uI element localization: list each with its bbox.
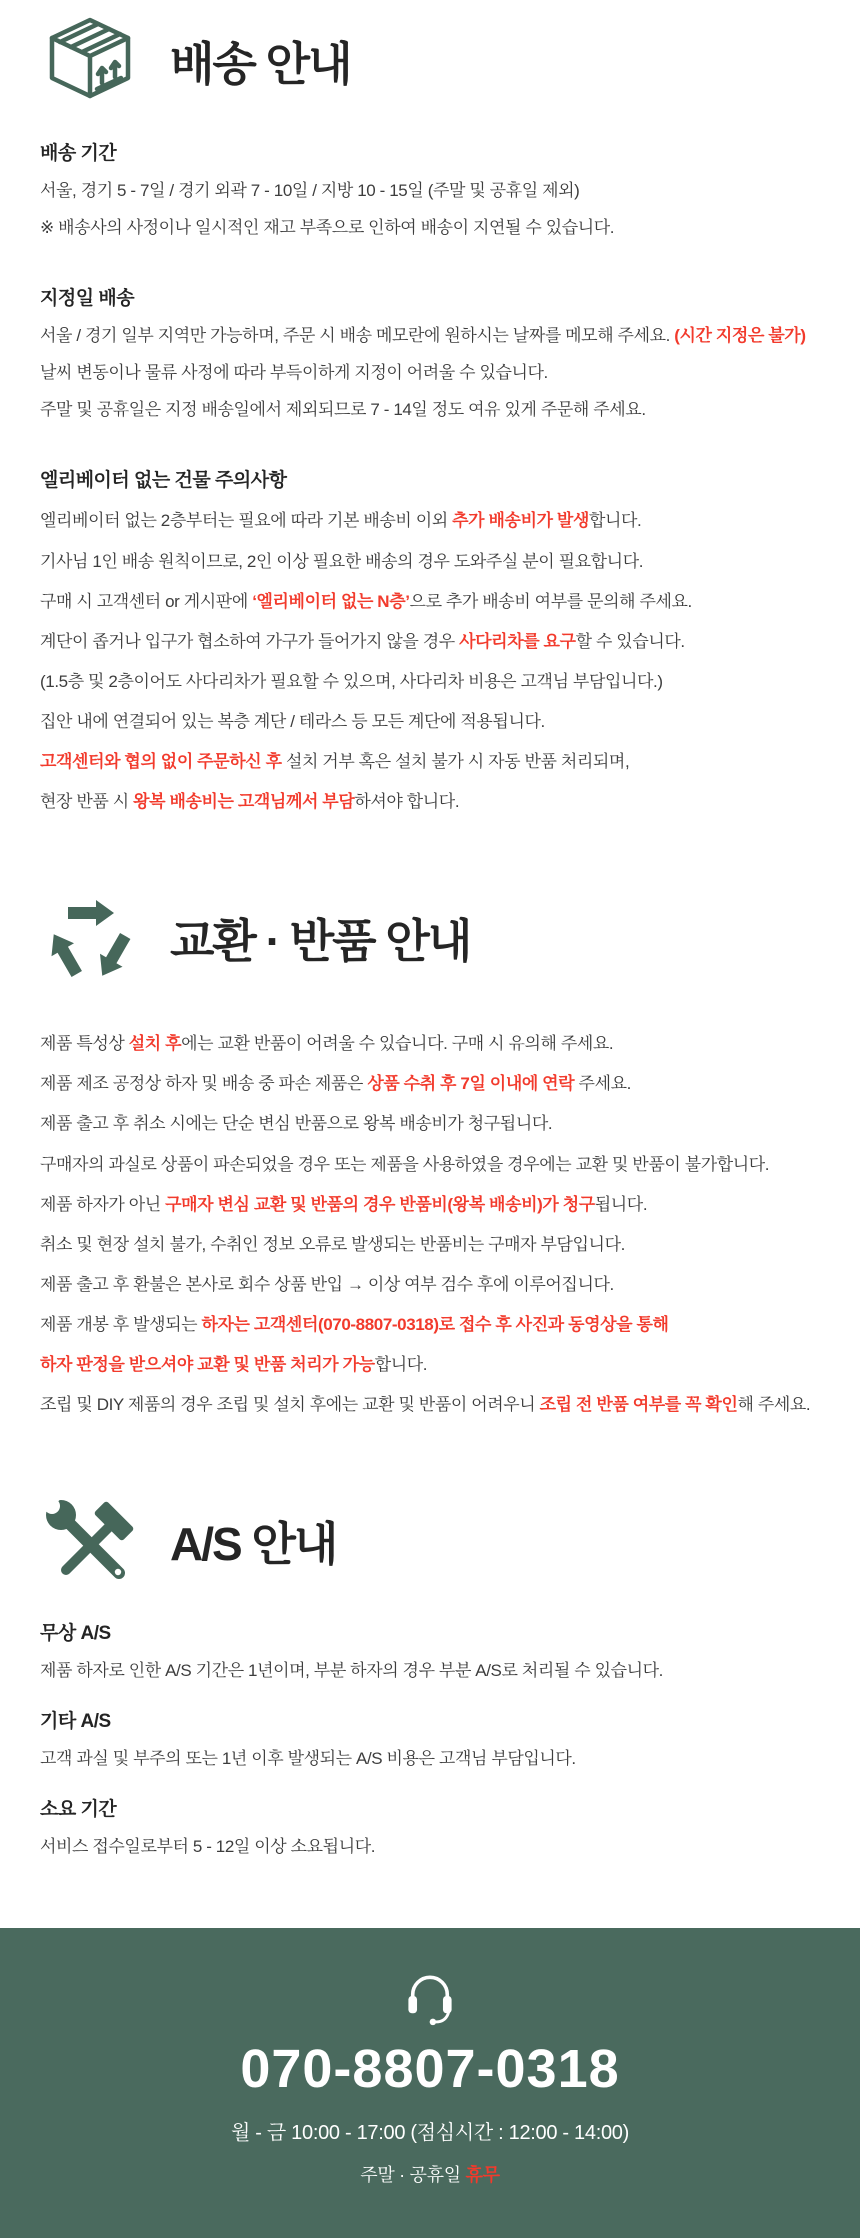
contact-footer (0, 1928, 860, 2238)
exchange-title: 교환 · 반품 안내 (170, 914, 471, 967)
highlighted-text: 추가 배송비가 발생 (452, 511, 589, 531)
text-segment: 설치 거부 혹은 설치 불가 시 자동 반품 처리되며, (285, 752, 630, 772)
text-segment: 구매 시 고객센터 or 게시판에 (40, 591, 253, 611)
highlighted-text: 사다리차를 요구 (459, 631, 576, 651)
text-segment: 제품 출고 후 환불은 본사로 회수 상품 반입 → 이상 여부 검수 후에 이루어집니다. (40, 1274, 614, 1294)
text-segment: 계단이 좁거나 입구가 협소하여 가구가 들어가지 않을 경우 (40, 631, 460, 651)
highlighted-text: (시간 지정은 불가) (674, 326, 806, 346)
as-header (40, 1494, 860, 1594)
exchange-header (40, 891, 860, 991)
text-line (40, 1194, 820, 1216)
text-line (40, 1836, 820, 1858)
text-line (40, 1394, 820, 1416)
text-segment: 고객 과실 및 부주의 또는 1년 이후 발생되는 A/S 비용은 고객님 부담입니다. (40, 1749, 576, 1769)
text-segment: 할 수 있습니다. (575, 631, 685, 651)
as-duration-group (40, 1794, 820, 1858)
customer-service-phone: 070-8807-0318 (240, 2039, 620, 2100)
text-segment: (1.5층 및 2층이어도 사다리차가 필요할 수 있으며, 사다리차 비용은 고객님 부담입니다.) (40, 671, 663, 691)
text-line (40, 711, 820, 733)
designated-day-group (40, 283, 820, 421)
text-segment: 제품 출고 후 취소 시에는 단순 변심 반품으로 왕복 배송비가 청구됩니다. (40, 1114, 553, 1134)
text-segment: ※ 배송사의 사정이나 일시적인 재고 부족으로 인하여 배송이 지연될 수 있습니다. (40, 218, 615, 238)
text-segment: 서울 / 경기 일부 지역만 가능하며, 주문 시 배송 메모란에 원하시는 날짜를 메모해 주세요. (40, 326, 675, 346)
text-segment: 조립 및 DIY 제품의 경우 조립 및 설치 후에는 교환 및 반품이 어려우니 (40, 1395, 540, 1415)
text-line (40, 631, 820, 653)
text-segment: 주말 · 공휴일 (360, 2164, 466, 2185)
exchange-lines (40, 1033, 820, 1416)
highlighted-text: 휴무 (465, 2164, 500, 2185)
text-segment: 주말 및 공휴일은 지정 배송일에서 제외되므로 7 - 14일 정도 여유 있게 주문해 주세요. (40, 400, 646, 420)
text-line (40, 1314, 820, 1336)
as-other-group (40, 1706, 820, 1770)
text-line (40, 399, 820, 421)
recycle-icon (40, 891, 140, 991)
text-line (40, 791, 820, 813)
as-free-lines (40, 1660, 820, 1682)
highlighted-text: 왕복 배송비는 고객님께서 부담 (133, 792, 355, 812)
text-line (40, 1354, 820, 1376)
text-segment: 취소 및 현장 설치 불가, 수취인 정보 오류로 발생되는 반품비는 구매자 부담입니다. (40, 1234, 625, 1254)
headset-icon (394, 1960, 466, 2032)
section-exchange-return (0, 891, 860, 1416)
text-line (40, 551, 820, 573)
text-line (40, 751, 820, 773)
text-line (40, 510, 820, 532)
text-line (360, 2164, 499, 2187)
text-segment: 제품 하자로 인한 A/S 기간은 1년이며, 부분 하자의 경우 부분 A/S로 처리될 수 있습니다. (40, 1661, 663, 1681)
section-as (0, 1494, 860, 1858)
text-segment: 에는 교환 반품이 어려울 수 있습니다. 구매 시 유의해 주세요. (181, 1034, 614, 1054)
text-line (40, 1274, 820, 1296)
text-segment: 현장 반품 시 (40, 792, 134, 812)
text-line (40, 362, 820, 384)
text-segment: 으로 추가 배송비 여부를 문의해 주세요. (409, 591, 692, 611)
text-segment: 제품 하자가 아닌 (40, 1194, 166, 1214)
business-hours: 월 - 금 10:00 - 17:00 (점심시간 : 12:00 - 14:00) (231, 2121, 629, 2144)
text-segment: 제품 개봉 후 발생되는 (40, 1314, 202, 1334)
text-segment: 기사님 1인 배송 원칙이므로, 2인 이상 필요한 배송의 경우 도와주실 분이 필요합니다. (40, 551, 644, 571)
as-other-lines (40, 1748, 820, 1770)
text-line (40, 1113, 820, 1135)
text-line (40, 325, 820, 347)
text-line (40, 671, 820, 693)
as-title: A/S 안내 (170, 1517, 337, 1570)
shipping-period-lines (40, 180, 820, 239)
section-shipping (0, 14, 860, 813)
no-elevator-group (40, 465, 820, 813)
text-line (40, 1073, 820, 1095)
text-segment: 해 주세요. (737, 1395, 811, 1415)
text-line (40, 217, 820, 239)
text-line (40, 180, 820, 202)
highlighted-text: ‘엘리베이터 없는 N층’ (252, 591, 410, 611)
as-free-heading: 무상 A/S (40, 1623, 111, 1645)
highlighted-text: 고객센터와 협의 없이 주문하신 후 (40, 752, 286, 772)
text-segment: 됩니다. (594, 1194, 648, 1214)
shipping-period-heading: 배송 기간 (40, 143, 117, 164)
holiday-notice (360, 2149, 499, 2202)
text-segment: 합니다. (588, 511, 642, 531)
as-duration-heading: 소요 기간 (40, 1799, 117, 1821)
shipping-period-group (40, 138, 820, 239)
tools-icon (40, 1494, 140, 1594)
text-segment: 제품 제조 공정상 하자 및 배송 중 파손 제품은 (40, 1074, 368, 1094)
as-duration-lines (40, 1836, 820, 1858)
as-free-group (40, 1618, 820, 1682)
no-elevator-lines (40, 510, 820, 813)
text-line (40, 1154, 820, 1176)
highlighted-text: 설치 후 (128, 1034, 182, 1054)
highlighted-text: 하자는 고객센터(070-8807-0318)로 접수 후 사진과 동영상을 통해 (201, 1314, 669, 1334)
text-segment: 서비스 접수일로부터 5 - 12일 이상 소요됩니다. (40, 1837, 376, 1857)
text-segment: 구매자의 과실로 상품이 파손되었을 경우 또는 제품을 사용하였을 경우에는 교환 및 반품이 불가합니다. (40, 1154, 770, 1174)
shipping-title: 배송 안내 (170, 37, 351, 90)
shipping-header (40, 14, 860, 114)
no-elevator-heading: 엘리베이터 없는 건물 주의사항 (40, 470, 287, 492)
text-segment: 서울, 경기 5 - 7일 / 경기 외곽 7 - 10일 / 지방 10 - 15일 (주말 및 공휴일 제외) (40, 181, 580, 200)
text-segment: 하셔야 합니다. (354, 792, 460, 812)
text-segment: 집안 내에 연결되어 있는 복층 계단 / 테라스 등 모든 계단에 적용됩니다. (40, 711, 545, 731)
box-icon (40, 14, 140, 114)
text-segment: 엘리베이터 없는 2층부터는 필요에 따라 기본 배송비 이외 (40, 511, 453, 531)
text-line (40, 591, 820, 613)
text-segment: 날씨 변동이나 물류 사정에 따라 부득이하게 지정이 어려울 수 있습니다. (40, 363, 548, 383)
text-segment: 제품 특성상 (40, 1034, 129, 1054)
text-line (40, 1748, 820, 1770)
highlighted-text: 구매자 변심 교환 및 반품의 경우 반품비(왕복 배송비)가 청구 (165, 1194, 595, 1214)
highlighted-text: 조립 전 반품 여부를 꼭 확인 (539, 1395, 738, 1415)
highlighted-text: 상품 수취 후 7일 이내에 연락 (367, 1074, 575, 1094)
designated-day-heading: 지정일 배송 (40, 288, 135, 310)
exchange-group (40, 1033, 820, 1416)
text-segment: 합니다. (374, 1354, 428, 1374)
text-segment: 주세요. (574, 1074, 631, 1094)
as-other-heading: 기타 A/S (40, 1711, 111, 1733)
text-line (40, 1033, 820, 1055)
text-line (40, 1660, 820, 1682)
text-line (40, 1234, 820, 1256)
designated-day-lines (40, 325, 820, 421)
highlighted-text: 하자 판정을 받으셔야 교환 및 반품 처리가 가능 (40, 1354, 375, 1374)
